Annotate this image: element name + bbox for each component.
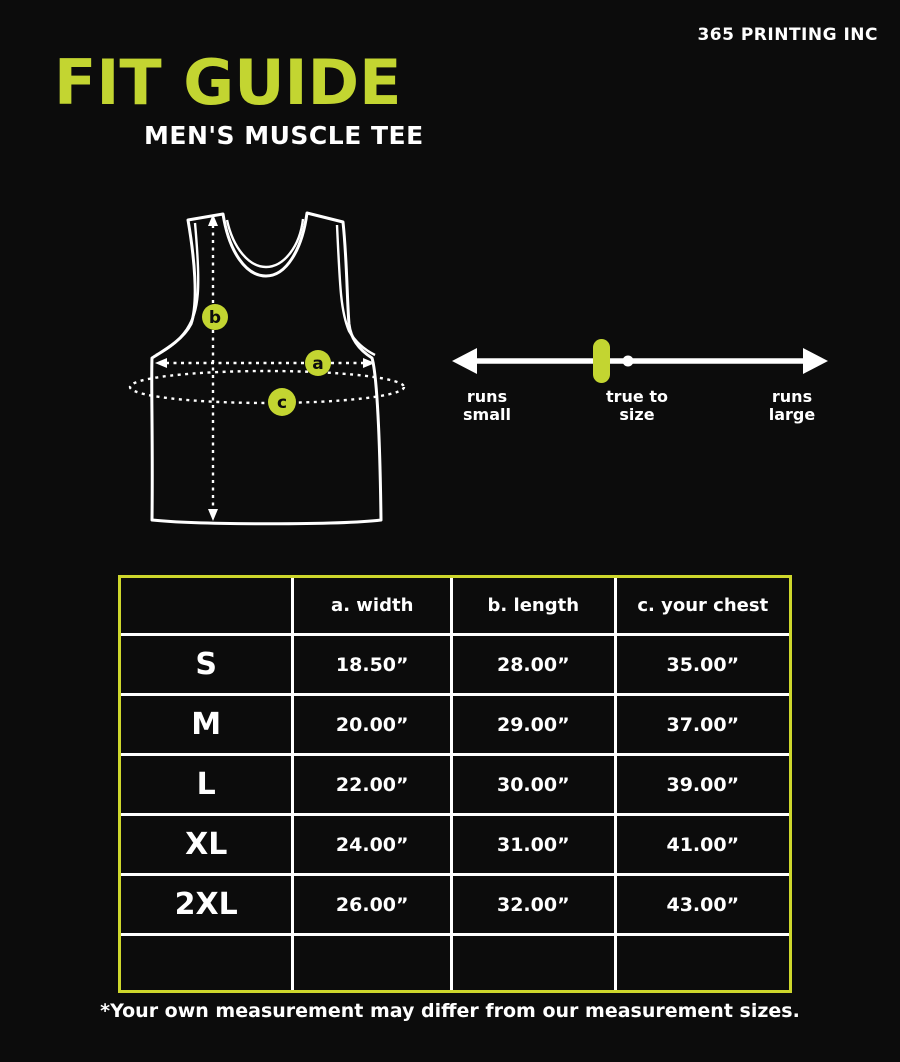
width-cell-empty: [294, 936, 453, 990]
marker-b-letter: b: [208, 308, 222, 328]
size-cell: M: [121, 696, 294, 756]
width-cell: 22.00”: [294, 756, 453, 816]
length-cell-empty: [453, 936, 617, 990]
chest-cell: 41.00”: [617, 816, 789, 876]
size-cell: S: [121, 636, 294, 696]
length-cell: 31.00”: [453, 816, 617, 876]
right-armhole-seam-line: [337, 225, 375, 355]
scale-center-dot-icon: [623, 356, 634, 367]
tee-diagram-svg: [110, 190, 430, 550]
length-cell: 30.00”: [453, 756, 617, 816]
scale-label-true-to-size: true to size: [606, 387, 668, 424]
brand-name: 365 PRINTING INC: [697, 25, 878, 45]
width-cell: 24.00”: [294, 816, 453, 876]
marker-c-letter: c: [276, 393, 288, 413]
size-cell-empty: [121, 936, 294, 990]
chest-cell-empty: [617, 936, 789, 990]
width-cell: 26.00”: [294, 876, 453, 936]
size-cell: 2XL: [121, 876, 294, 936]
chest-measure-ellipse: [130, 371, 404, 403]
width-cell: 18.50”: [294, 636, 453, 696]
marker-a-letter: a: [312, 354, 324, 374]
length-cell: 32.00”: [453, 876, 617, 936]
length-arrow-down-icon: [208, 509, 218, 521]
length-cell: 28.00”: [453, 636, 617, 696]
header-cell-width: a. width: [294, 578, 453, 636]
header-cell-length: b. length: [453, 578, 617, 636]
header-cell-size: [121, 578, 294, 636]
scale-arrow-left-icon: [452, 348, 477, 374]
page-title: FIT GUIDE: [54, 46, 402, 119]
scale-position-marker: [593, 339, 610, 383]
width-arrow-left-icon: [155, 358, 167, 368]
size-table: [118, 575, 792, 993]
scale-label-runs-large: runs large: [768, 387, 816, 424]
scale-arrow-right-icon: [803, 348, 828, 374]
size-cell: XL: [121, 816, 294, 876]
header-cell-chest: c. your chest: [617, 578, 789, 636]
chest-cell: 35.00”: [617, 636, 789, 696]
scale-label-runs-small: runs small: [463, 387, 511, 424]
fit-scale-svg: [450, 330, 830, 386]
chest-cell: 43.00”: [617, 876, 789, 936]
width-cell: 20.00”: [294, 696, 453, 756]
measurement-disclaimer: *Your own measurement may differ from our measurement sizes.: [100, 1000, 800, 1022]
page-subtitle: MEN'S MUSCLE TEE: [144, 121, 424, 150]
fit-scale: [450, 330, 830, 445]
length-cell: 29.00”: [453, 696, 617, 756]
chest-cell: 39.00”: [617, 756, 789, 816]
tee-diagram: [110, 190, 430, 550]
chest-cell: 37.00”: [617, 696, 789, 756]
size-cell: L: [121, 756, 294, 816]
tee-outline: [152, 213, 381, 524]
